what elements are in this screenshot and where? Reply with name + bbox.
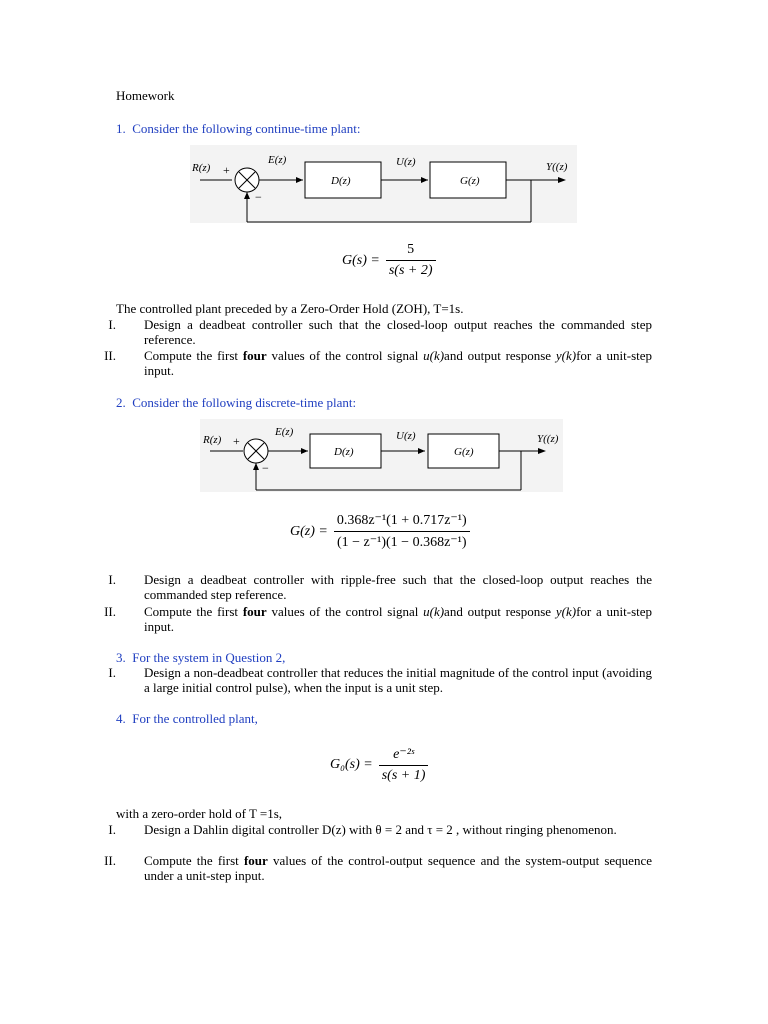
q4-item1-text: Design a Dahlin digital controller D(z) with θ = 2 and τ = 2 , without ringing phenomenon. <box>144 822 617 837</box>
q4-item2-text <box>144 853 652 883</box>
q1-item2-number: II. <box>104 348 116 363</box>
q4-item2-bold: four <box>243 853 268 868</box>
equation-gz-denominator: (1 − z⁻¹)(1 − 0.368z⁻¹) <box>334 531 470 551</box>
question-4-heading: 4. For the controlled plant, <box>116 711 258 726</box>
equation-g0s-fraction <box>379 746 429 784</box>
equation-g0s-lhs: G₀(s) = <box>330 757 373 772</box>
q4-item1-number: I. <box>108 822 116 837</box>
equation-g0s <box>330 746 428 784</box>
diagram1-r-label: R(z) <box>192 162 211 174</box>
equation-gs-denominator: s(s + 2) <box>386 260 436 279</box>
question-1-heading: 1. Consider the following continue-time plant: <box>116 121 361 136</box>
equation-gz-fraction <box>334 512 470 551</box>
q3-item1-text: Design a non-deadbeat controller that reduces the initial magnitude of the control input (avoiding a large initial control pulse), when the input is a unit step. <box>144 665 652 695</box>
q2-item2-bold: four <box>242 604 267 619</box>
q1-item2-uk: u(k) <box>423 348 445 363</box>
equation-g0s-denominator: s(s + 1) <box>379 765 429 784</box>
q2-item1-number: I. <box>108 572 116 587</box>
equation-gs-lhs: G(s) = <box>342 252 380 268</box>
equation-gz-lhs: G(z) = <box>290 523 328 539</box>
q1-item2-part-a: Compute the first <box>144 348 239 363</box>
q4-item2-part-b: values of the control-output sequence and the system-output sequence under a unit-step input. <box>144 853 652 883</box>
q3-item1-number: I. <box>108 665 116 680</box>
q1-item1-number: I. <box>108 317 116 332</box>
q1-note: The controlled plant preceded by a Zero-Order Hold (ZOH), T=1s. <box>116 301 464 316</box>
equation-gz <box>290 512 470 551</box>
diagram1-d-block: D(z) <box>331 175 351 187</box>
q1-item1-text: Design a deadbeat controller such that the closed-loop output reaches the commanded step reference. <box>144 317 652 347</box>
question-2-heading: 2. Consider the following discrete-time plant: <box>116 395 357 410</box>
q4-note: with a zero-order hold of T =1s, <box>116 806 283 821</box>
equation-g0s-numerator: e⁻²ˢ <box>393 747 414 762</box>
q2-item2-part-b: values of the control signal <box>271 604 419 619</box>
q4-item2-number: II. <box>104 853 116 868</box>
diagram2-g-block: G(z) <box>454 446 474 458</box>
diagram2-plus-sign: + <box>233 434 240 448</box>
q2-item2-uk: u(k) <box>423 604 445 619</box>
diagram1-minus-sign: − <box>255 190 262 204</box>
q1-item2-part-d: for a unit-step input. <box>144 348 653 378</box>
diagram1-plus-sign: + <box>223 163 230 177</box>
q1-item2-part-c: and output response <box>444 348 552 363</box>
diagram2-e-label: E(z) <box>275 426 294 438</box>
q2-item2-part-c: and output response <box>444 604 552 619</box>
diagram1-g-block: G(z) <box>460 175 480 187</box>
q1-item2-yk: y(k) <box>555 348 577 363</box>
q2-item2-text <box>144 604 652 634</box>
equation-gz-numerator: 0.368z⁻¹(1 + 0.717z⁻¹) <box>336 513 467 528</box>
diagram2-u-label: U(z) <box>396 430 416 442</box>
page-title: Homework <box>116 88 175 103</box>
equation-gs-numerator: 5 <box>407 242 415 257</box>
diagram1-e-label: E(z) <box>268 154 287 166</box>
diagram2-d-block: D(z) <box>334 446 354 458</box>
diagram1-u-label: U(z) <box>396 156 416 168</box>
q4-item2-part-a: Compute the first <box>144 853 239 868</box>
q1-item2-part-b: values of the control signal <box>271 348 419 363</box>
q2-item1-text: Design a deadbeat controller with ripple-free such that the closed-loop output reaches the commanded step reference. <box>144 572 652 602</box>
q2-item2-number: II. <box>104 604 116 619</box>
question-3-heading: 3. For the system in Question 2, <box>116 650 286 665</box>
diagram2-minus-sign: − <box>262 461 269 475</box>
diagram1-y-label: Y((z) <box>546 161 568 173</box>
q2-item2-part-a: Compute the first <box>144 604 239 619</box>
q1-item2-bold: four <box>242 348 267 363</box>
diagram2-y-label: Y((z) <box>537 433 559 445</box>
diagram2-r-label: R(z) <box>203 434 222 446</box>
q2-item2-part-d: for a unit-step input. <box>144 604 653 634</box>
q2-item2-yk: y(k) <box>555 604 577 619</box>
